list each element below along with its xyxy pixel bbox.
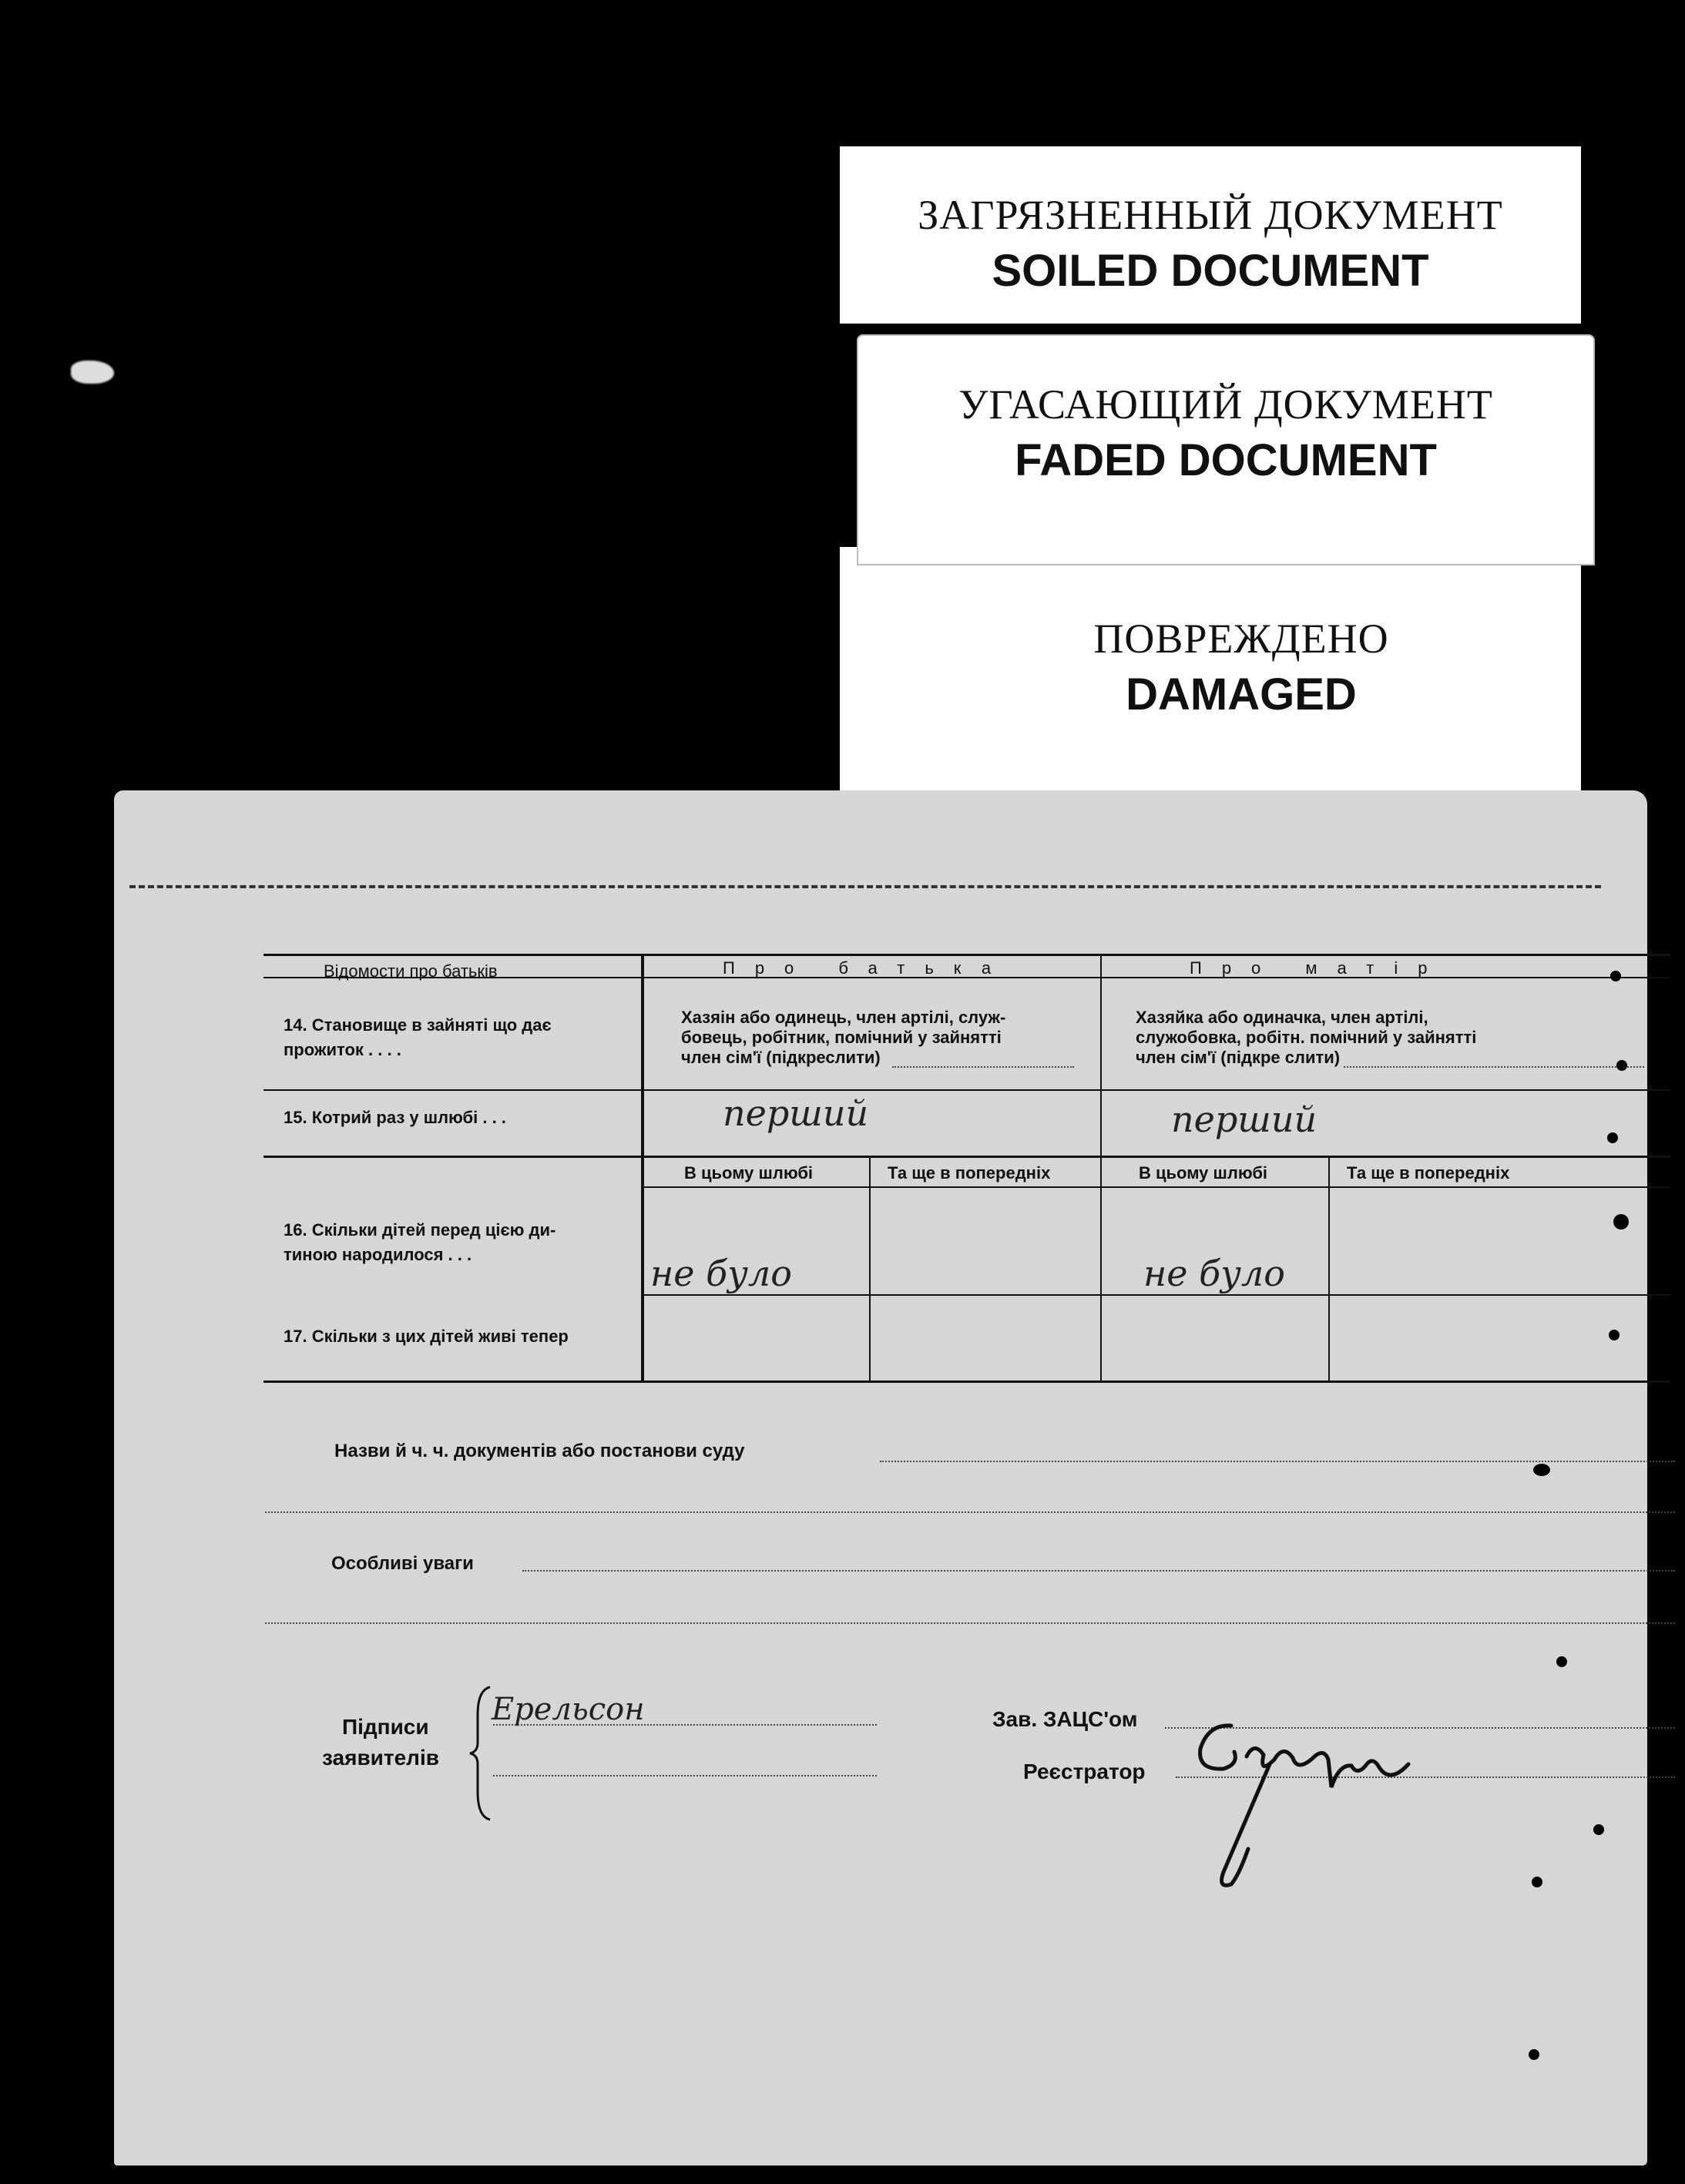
punch-hole [1533, 1464, 1550, 1476]
faded-label-en: FADED DOCUMENT [1015, 435, 1437, 485]
table-top-border [263, 954, 1670, 956]
punch-hole [1616, 1060, 1627, 1071]
row14-mother-1: Хазяйка або одиначка, член артілі, [1136, 1008, 1428, 1027]
row14-label-1: 14. Становище в зайняті що дає [284, 1015, 552, 1035]
documents-label: Назви й ч. ч. документів або постанови суду [334, 1441, 745, 1461]
mother-in-previous: Та ще в попередніх [1347, 1163, 1510, 1183]
father-in-previous: Та ще в попередніх [888, 1163, 1051, 1183]
col-divider-2 [1100, 954, 1102, 1382]
punch-hole [1529, 2049, 1539, 2060]
punch-hole [1593, 1824, 1604, 1835]
row16-label-2: тиною народилося . . . [284, 1245, 472, 1264]
row14-father-3: член сім'ї (підкреслити) [681, 1048, 881, 1067]
row16-mother-value: не було [1143, 1253, 1285, 1294]
row14-mother-dots [1344, 1066, 1644, 1068]
mother-in-this-marriage: В цьому шлюбі [1139, 1163, 1268, 1183]
row14-mother-2: служобовка, робітн. помічний у зайнятті [1136, 1028, 1477, 1047]
faded-document-card [857, 334, 1595, 565]
row16-label-1: 16. Скільки дітей перед цією ди- [284, 1220, 556, 1240]
documents-line-2 [265, 1511, 1675, 1513]
soiled-document-card [840, 146, 1581, 324]
punch-hole [1613, 1214, 1629, 1230]
registrar-signature [1177, 1710, 1532, 1903]
row14-father-2: бовець, робітник, помічний у зайнятті [681, 1028, 1002, 1047]
col-divider-1 [641, 954, 644, 1382]
scan-smudge [71, 361, 114, 384]
registrar-label: Реєстратор [1023, 1760, 1146, 1783]
punch-hole [1607, 1132, 1618, 1143]
row14-father-1: Хазяін або одинець, член артілі, служ- [681, 1008, 1006, 1027]
table-bottom-border [263, 1381, 1670, 1383]
row14-label-2: прожиток . . . . [284, 1040, 401, 1059]
row14-mother-3: член сім'ї (підкре слити) [1136, 1048, 1341, 1067]
subheader-bottom-line [644, 1186, 1670, 1188]
row15-bottom-line [263, 1156, 1670, 1158]
row16-father-value: не було [650, 1253, 792, 1294]
signatures-label-2: заявителів [322, 1746, 439, 1770]
faded-label-ru: УГАСАЮЩИЙ ДОКУМЕНТ [958, 381, 1493, 428]
registration-form [114, 790, 1647, 2166]
perforation-line [129, 885, 1601, 888]
signature-line-2 [493, 1775, 877, 1776]
damaged-label-en: DAMAGED [1126, 669, 1357, 720]
row14-bottom-line [263, 1089, 1670, 1091]
soiled-label-en: SOILED DOCUMENT [992, 246, 1429, 296]
row15-father-value: перший [723, 1092, 869, 1134]
damaged-label-ru: ПОВРЕЖДЕНО [1093, 616, 1389, 662]
notes-line-2 [265, 1622, 1675, 1624]
punch-hole [1532, 1877, 1542, 1887]
damaged-card [840, 547, 1581, 793]
row15-label: 15. Котрий раз у шлюбі . . . [284, 1108, 506, 1127]
signatures-label-1: Підписи [342, 1715, 429, 1739]
row15-mother-value: перший [1171, 1099, 1317, 1140]
soiled-label-ru: ЗАГРЯЗНЕННЫЙ ДОКУМЕНТ [918, 192, 1503, 238]
father-in-this-marriage: В цьому шлюбі [684, 1163, 814, 1183]
row16-bottom-line [644, 1294, 1670, 1296]
punch-hole [1610, 971, 1621, 981]
header-father: Про батька [723, 958, 1012, 978]
notes-line-1 [522, 1570, 1675, 1572]
applicant-signature: Ерельсон [492, 1692, 645, 1727]
notes-label: Особливі уваги [331, 1553, 474, 1574]
signature-line-1 [493, 1724, 877, 1726]
punch-hole [1556, 1656, 1567, 1667]
header-mother: Про матір [1190, 958, 1448, 978]
punch-hole [1609, 1330, 1620, 1340]
head-registry-label: Зав. ЗАЦС'ом [992, 1707, 1138, 1731]
documents-line-1 [880, 1461, 1675, 1462]
header-parents-info: Відомости про батьків [324, 961, 498, 981]
col-divider-3 [869, 1156, 871, 1381]
row14-father-dots [892, 1066, 1074, 1068]
row17-label: 17. Скільки з цих дітей живі тепер [284, 1327, 569, 1346]
col-divider-4 [1328, 1156, 1330, 1381]
